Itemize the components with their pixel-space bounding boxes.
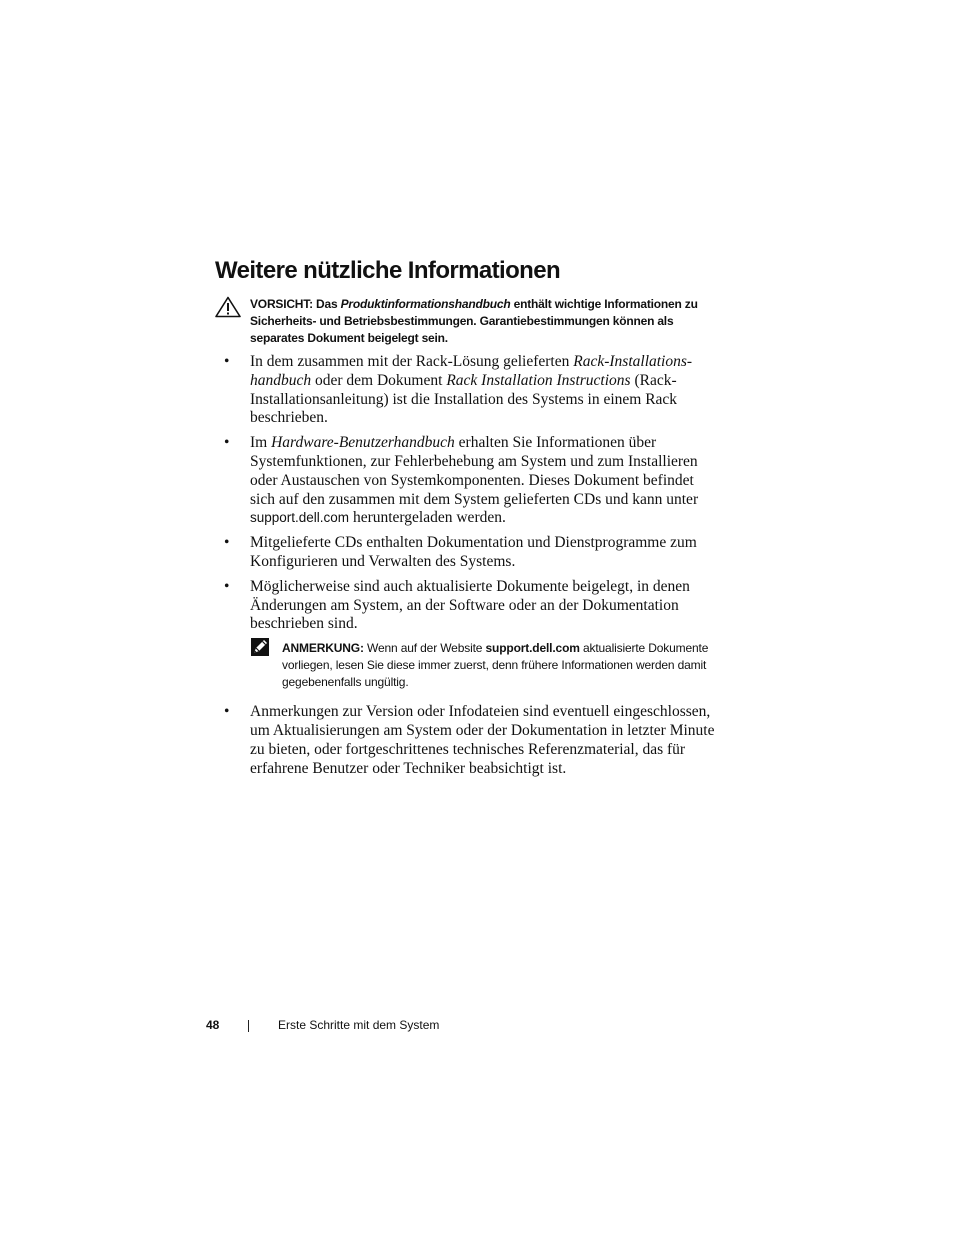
note-text: aktualisierte Dokumente vorliegen, lesen Sie diese immer zuerst, denn frühere Informationen werden damit gegebenenfalls ungültig. xyxy=(282,641,709,690)
bullet-text: heruntergeladen werden. xyxy=(349,509,506,527)
warning-triangle-icon xyxy=(215,296,241,318)
caution-text xyxy=(250,296,715,347)
caution-text-before: Das xyxy=(312,297,341,311)
bullet-text: (Rack-Installationsanleitung) ist die Installation des Systems in einem Rack beschrieben. xyxy=(250,371,678,427)
bullet-text: In dem zusammen mit der Rack-Lösung gelieferten xyxy=(250,353,574,370)
note-text: Wenn auf der Website xyxy=(363,641,486,656)
footer-chapter-title: Erste Schritte mit dem System xyxy=(278,1018,440,1032)
list-item xyxy=(222,434,717,528)
list-item xyxy=(222,578,717,634)
caution-notice xyxy=(215,296,715,347)
bullet-text: Möglicherweise sind auch aktualisierte Dokumente beigelegt, in denen Änderungen am System, an der Software oder an der Dokumentation beschrieben sind. xyxy=(250,577,690,633)
page-number: 48 xyxy=(206,1018,220,1032)
note-label: ANMERKUNG: xyxy=(282,641,364,656)
bullet-italic-title: Rack Installation Instructions xyxy=(446,371,631,389)
bullet-symbol: • xyxy=(224,703,230,721)
caution-document-title: Produktinformationshandbuch xyxy=(340,297,511,311)
bullet-symbol: • xyxy=(224,434,230,452)
support-website-link[interactable]: support.dell.com xyxy=(485,641,580,656)
list-item xyxy=(222,534,717,572)
bullet-text: Mitgelieferte CDs enthalten Dokumentation und Dienstprogramme zum Konfigurieren und Verwalten des Systems. xyxy=(250,534,697,570)
caution-label: VORSICHT: xyxy=(250,297,313,311)
footer-divider xyxy=(248,1020,249,1032)
note-pencil-icon xyxy=(250,637,270,657)
list-item xyxy=(222,353,717,428)
page-heading: Weitere nützliche Informationen xyxy=(215,257,560,284)
bullet-symbol: • xyxy=(224,534,230,552)
bullet-symbol: • xyxy=(224,353,230,370)
list-item xyxy=(222,703,717,778)
bullet-italic-title: Hardware-Benutzerhandbuch xyxy=(271,434,455,452)
bullet-text: Im xyxy=(250,434,272,452)
support-website-link[interactable]: support.dell.com xyxy=(250,510,350,526)
bullet-italic-title: Rack-Installations-handbuch xyxy=(250,353,693,389)
bullet-text: erhalten Sie Informationen über Systemfunktionen, zur Fehlerbehebung am System und zum Installieren oder Austauschen von Systemkomponenten. Dieses Dokument befindet sich auf den zusammen mit dem System gelieferten CDs und kann unter xyxy=(250,434,699,508)
bullet-symbol: • xyxy=(224,577,230,595)
caution-text-after: enthält wichtige Informationen zu Sicherheits- und Betriebsbestimmungen. Garantiebestimmungen können als separates Dokument beigelegt sein. xyxy=(250,297,698,345)
bullet-text: Anmerkungen zur Version oder Infodateien sind eventuell eingeschlossen, um Aktualisierungen am System oder der Dokumentation in letzter Minute zu bieten, oder fortgeschrittenes technisches Referenzmaterial, das für erfahrene Benutzer oder Techniker beabsichtigt ist. xyxy=(250,703,715,777)
info-bullet-list xyxy=(222,353,717,784)
bullet-text: oder dem Dokument xyxy=(311,371,447,389)
note-callout xyxy=(250,640,717,691)
